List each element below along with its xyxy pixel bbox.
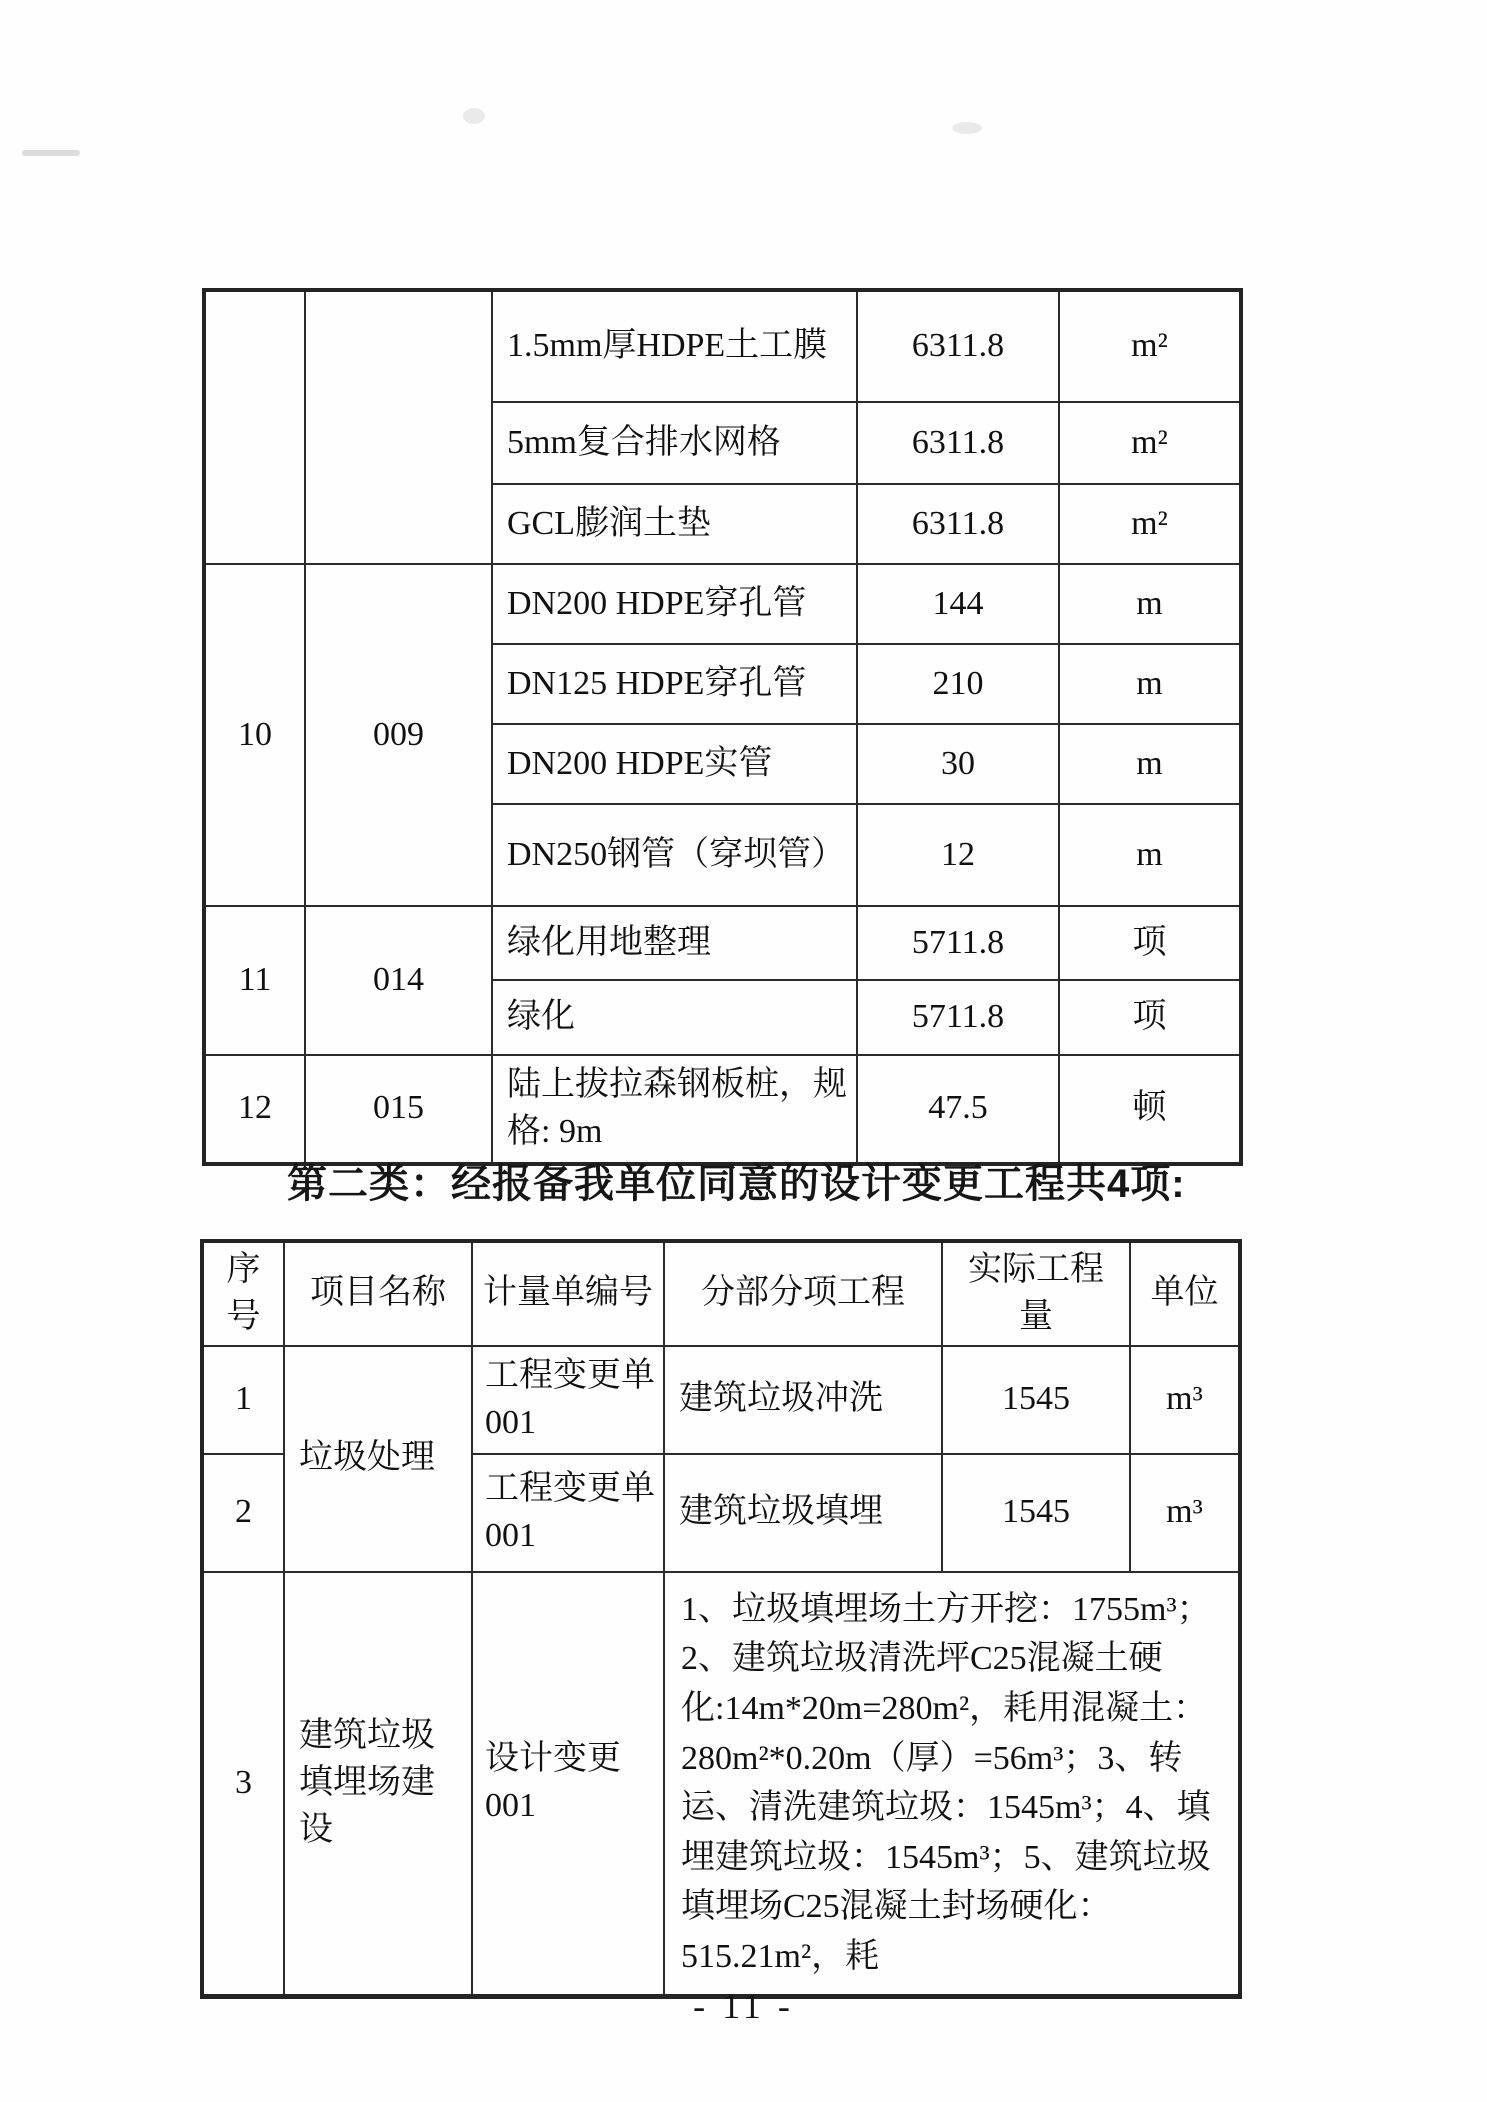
quantity-cell: 12 [857, 804, 1059, 906]
code-cell: 工程变更单001 [472, 1346, 664, 1454]
item-name-cell: DN250钢管（穿坝管） [492, 804, 857, 906]
design-change-table [200, 1239, 1242, 1999]
seq-cell: 12 [204, 1055, 305, 1164]
item-name-cell: DN125 HDPE穿孔管 [492, 644, 857, 724]
seq-cell [204, 290, 305, 564]
unit-cell: m³ [1130, 1346, 1240, 1454]
unit-cell: m² [1059, 290, 1241, 402]
header-cell-unit: 单位 [1130, 1241, 1240, 1346]
item-name-cell: DN200 HDPE穿孔管 [492, 564, 857, 644]
seq-cell: 3 [202, 1572, 284, 1997]
header-cell-seq: 序号 [202, 1241, 284, 1346]
quantity-cell: 5711.8 [857, 980, 1059, 1055]
header-cell-work: 分部分项工程 [664, 1241, 942, 1346]
header-cell-qty: 实际工程量 [942, 1241, 1130, 1346]
item-name-cell: 5mm复合排水网格 [492, 402, 857, 484]
item-name-cell: 绿化用地整理 [492, 906, 857, 980]
code-cell: 015 [305, 1055, 492, 1164]
quantity-cell: 47.5 [857, 1055, 1059, 1164]
unit-cell: 项 [1059, 906, 1241, 980]
unit-cell: 顿 [1059, 1055, 1241, 1164]
code-cell: 工程变更单001 [472, 1454, 664, 1572]
seq-cell: 2 [202, 1454, 284, 1572]
unit-cell: m [1059, 564, 1241, 644]
unit-cell: m [1059, 804, 1241, 906]
code-cell: 014 [305, 906, 492, 1055]
work-cell: 建筑垃圾冲洗 [664, 1346, 942, 1454]
unit-cell: m² [1059, 402, 1241, 484]
project-cell: 建筑垃圾填埋场建设 [284, 1572, 472, 1997]
quantity-cell: 5711.8 [857, 906, 1059, 980]
code-cell: 009 [305, 564, 492, 906]
quantity-cell: 6311.8 [857, 402, 1059, 484]
work-cell: 建筑垃圾填埋 [664, 1454, 942, 1572]
item-name-cell: 绿化 [492, 980, 857, 1055]
code-cell: 设计变更001 [472, 1572, 664, 1997]
seq-cell: 1 [202, 1346, 284, 1454]
page-number: - 11 - [693, 1986, 794, 2026]
change-description-cell: 1、垃圾填埋场土方开挖：1755m³；2、建筑垃圾清洗坪C25混凝土硬化:14m*20m=280m²，耗用混凝土：280m²*0.20m（厚）=56m³；3、转运、清洗建筑垃圾：1545m³；4、填埋建筑垃圾：1545m³；5、建筑垃圾填埋场C25混凝土封场硬化：515.21m²，耗 [664, 1572, 1240, 1997]
unit-cell: m [1059, 644, 1241, 724]
quantity-cell: 30 [857, 724, 1059, 804]
scan-artifact [952, 122, 982, 134]
unit-cell: m [1059, 724, 1241, 804]
quantity-cell: 144 [857, 564, 1059, 644]
seq-cell: 10 [204, 564, 305, 906]
quantity-cell: 6311.8 [857, 484, 1059, 564]
scan-artifact [22, 150, 80, 156]
unit-cell: 项 [1059, 980, 1241, 1055]
quantity-cell: 6311.8 [857, 290, 1059, 402]
seq-cell: 11 [204, 906, 305, 1055]
code-cell [305, 290, 492, 564]
section-heading: 第二类：经报备我单位同意的设计变更工程共4项: [287, 1162, 1186, 1206]
quantity-cell: 1545 [942, 1454, 1130, 1572]
quantities-table [202, 288, 1243, 1166]
quantity-cell: 1545 [942, 1346, 1130, 1454]
item-name-cell: 1.5mm厚HDPE土工膜 [492, 290, 857, 402]
header-cell-project: 项目名称 [284, 1241, 472, 1346]
item-name-cell: 陆上拔拉森钢板桩，规格: 9m [492, 1055, 857, 1164]
header-cell-code: 计量单编号 [472, 1241, 664, 1346]
unit-cell: m³ [1130, 1454, 1240, 1572]
project-cell: 垃圾处理 [284, 1346, 472, 1572]
item-name-cell: GCL膨润土垫 [492, 484, 857, 564]
quantity-cell: 210 [857, 644, 1059, 724]
unit-cell: m² [1059, 484, 1241, 564]
scan-artifact [463, 108, 485, 124]
item-name-cell: DN200 HDPE实管 [492, 724, 857, 804]
